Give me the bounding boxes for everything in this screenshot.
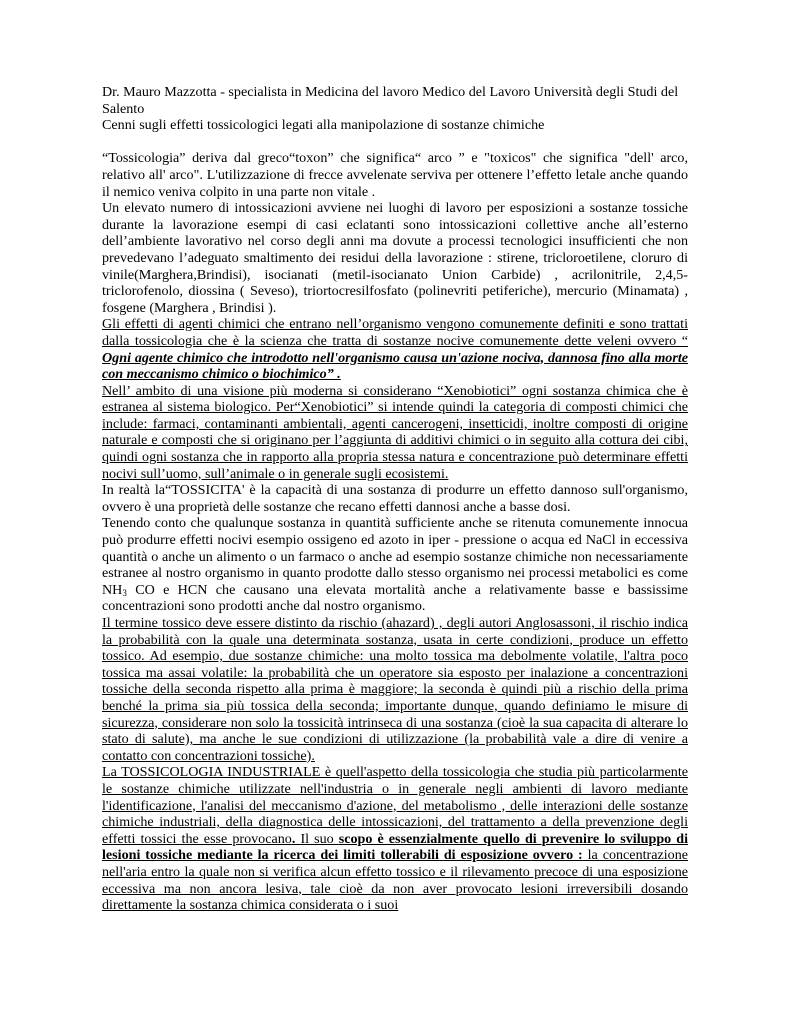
definition-text: Gli effetti di agenti chimici che entrano nell’organismo vengono comunemente definiti e sono trattati dalla tossicologia che è la scienza che tratta di sostanze nocive comunemente dette veleni ovvero “ bbox=[102, 316, 688, 349]
paragraph-risk: Il termine tossico deve essere distinto da rischio (ahazard) , degli autori Anglosassoni, il rischio indica la probabilità con la quale una determinata sostanza, usata in certe condizioni, produce un effetto tossico. Ad esempio, due sostanze chimiche: una molto tossica ma debolmente volatile, l'altra poco tossica ma assai volatile: la probabilità che un operatore sia esposto per inalazione a concentrazioni tossiche della seconda rispetto alla prima è maggiore; la seconda è quindi più a rischio della prima benché la prima sia più tossica della seconda; importante dunque, quando definiamo le misure di sicurezza, considerare non solo la tossicità intrinseca di una sostanza (cioè la sua capacita di alterare lo stato di salute), ma anche le sue condizioni di utilizzazione (la probabilità vale a dire di venire a contatto con concentrazioni tossiche). bbox=[102, 615, 688, 764]
subscript: 3 bbox=[122, 587, 127, 598]
paragraph-toxicity: In realtà la“TOSSICITA' è la capacità di una sostanza di produrre un effetto dannoso sull'organismo, ovvero è una proprietà delle sostanze che recano effetti dannosi anche a basse dosi. bbox=[102, 482, 688, 515]
paragraph-metabolic bbox=[102, 515, 688, 615]
industrial-text-e: la concentrazione nell'aria entro la quale non si verifica alcun effetto tossico e il rilevamento precoce di una esposizione eccessiva ma non ancora lesiva, tale cioè da non aver provocato lesioni irreversibili dosando direttamente la sostanza chimica considerata o i suoi bbox=[102, 847, 688, 914]
paragraph-definition bbox=[102, 316, 688, 382]
spacer bbox=[102, 134, 688, 151]
metabolic-text-b: CO e HCN che causano una elevata mortalità anche a relativamente basse e bassissime concentrazioni sono prodotti anche dal nostro organismo. bbox=[102, 581, 688, 615]
author-line: Dr. Mauro Mazzotta - specialista in Medicina del lavoro Medico del Lavoro Università degli Studi del Salento bbox=[102, 84, 679, 117]
paragraph-etymology: “Tossicologia” deriva dal greco“toxon” che significa“ arco ” e "toxicos" che significa "dell' arco, relativo all' arco". L'utilizzazione di frecce avvelenate serviva per ottenere l’effetto letale anche quando il nemico veniva colpito in una parte non vitale . bbox=[102, 150, 688, 200]
paragraph-xenobiotics: Nell’ ambito di una visione più moderna si considerano “Xenobiotici” ogni sostanza chimica che è estranea al sistema biologico. Per“Xenobiotici” si intende quindi la categoria di composti chimici che include: farmaci, contaminanti ambientali, agenti cancerogeni, insetticidi, inoltre composti di origine naturale e composti che si originano per l’aggiunta di additivi chimici o in seguito alla cottura dei cibi, quindi ogni sostanza che in rapporto alla propria stessa natura e concentrazione può determinare effetti nocivi sull’uomo, sull’animale o in generale sugli ecosistemi. bbox=[102, 382, 688, 482]
metabolic-text-a: Tenendo conto che qualunque sostanza in quantità sufficiente anche se ritenuta comunemente innocua può produrre effetti nocivi esempio ossigeno ed azoto in iper - pressione o acqua ed NaCl in eccessiva quantità o anche un alimento o un farmaco o anche ad esempio sostanze chimiche non necessariamente estranee al nostro organismo in quanto prodotte dallo stesso organismo nei processi metabolici es come NH bbox=[102, 515, 688, 598]
definition-quote: Ogni agente chimico che introdotto nell'organismo causa un'azione nociva, dannosa fino alla morte con meccanismo chimico o biochimico” . bbox=[102, 349, 688, 383]
paragraph-industrial-toxicology bbox=[102, 764, 688, 913]
document-subtitle: Cenni sugli effetti tossicologici legati alla manipolazione di sostanze chimiche bbox=[102, 117, 545, 134]
industrial-text-c: Il suo bbox=[300, 830, 339, 847]
paragraph-intoxications: Un elevato numero di intossicazioni avviene nei luoghi di lavoro per esposizioni a sostanze tossiche durante la lavorazione esempi di casi eclatanti sono intossicazioni collettive anche all’esterno dell’ambiente lavorativo nel corso degli anni ma dovute a processi tecnologici insufficienti che non prevedevano l’adeguato smaltimento dei residui della lavorazione : stirene, tricloroetilene, cloruro di vinile(Marghera,Brindisi), isocianati (metil-isocianato Union Carbide) , acrilonitrile, 2,4,5-triclorofenolo, diossina ( Seveso), triortocresilfosfato (polinevriti petiferiche), mercurio (Minamata) , fosgene (Marghera , Brindisi ). bbox=[102, 200, 688, 316]
document-page bbox=[102, 84, 688, 914]
industrial-text-a: La TOSSICOLOGIA INDUSTRIALE è quell'aspetto della tossicologia che studia più particolarmente le sostanze chimiche utilizzate nell'industria o in generale negli ambienti di lavoro mediante l'identificazione, l'analisi del meccanismo d'azione, del metabolismo , delle interazioni delle sostanze chimiche industriali, della diagnostica delle intossicazioni, del trattamento a della prevenzione degli effetti tossici the esse provocano bbox=[102, 764, 688, 847]
industrial-scope: scopo è essenzialmente quello di prevenire lo sviluppo di lesioni tossiche mediante la ricerca dei limiti tollerabili di esposizione ovvero : bbox=[102, 830, 689, 864]
industrial-text-b: . bbox=[291, 830, 301, 847]
